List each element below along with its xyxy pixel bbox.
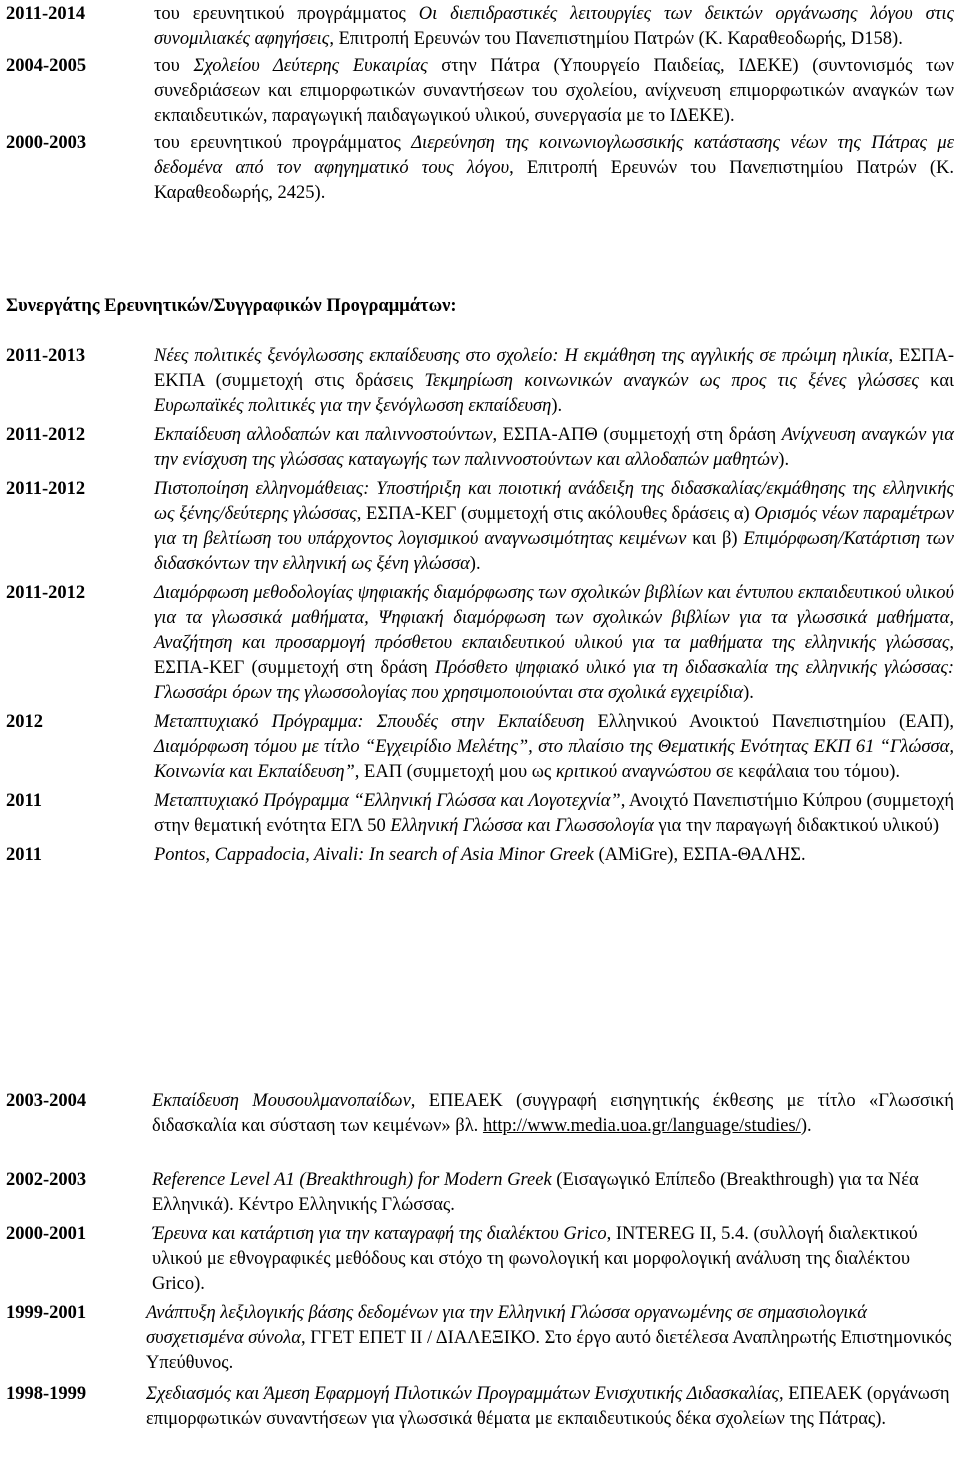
entry-row [6, 1301, 954, 1376]
entry-text: Μεταπτυχιακό Πρόγραμμα: Σπουδές στην Εκπαίδευση Ελληνικού Ανοικτού Πανεπιστημίου (ΕΑΠ), Διαμόρφωση τόμου με τίτλο “Εγχειρίδιο Μελέτης”, στο πλαίσιο της Θεματικής Ενότητας ΕΚΠ 61 “Γλώσσα, Κοινωνία και Εκπαίδευση”, ΕΑΠ (συμμετοχή μου ως κριτικού αναγνώστου σε κεφάλαια του τόμου). [154, 712, 954, 782]
entry-text: Μεταπτυχιακό Πρόγραμμα “Ελληνική Γλώσσα και Λογοτεχνία”, Ανοιχτό Πανεπιστήμιο Κύπρου (συμμετοχή στην θεματική ενότητα ΕΓΛ 50 Ελληνική Γλώσσα και Γλωσσολογία για την παραγωγή διδακτικού υλικού) [154, 791, 954, 836]
entry-years: 2011 [6, 845, 42, 865]
entry-years: 2011-2014 [6, 4, 86, 24]
entry-2000-2001 [6, 1222, 954, 1297]
entry-text: Νέες πολιτικές ξενόγλωσσης εκπαίδευσης στο σχολείο: Η εκμάθηση της αγγλικής σε πρώιμη ηλικία, ΕΣΠΑ-ΕΚΠΑ (συμμετοχή στις δράσεις Τεκμηρίωση κοινωνικών αναγκών ως προς τις ξένες γλώσσες και Ευρωπαϊκές πολιτικές για την ξενόγλωσση εκπαίδευση). [154, 346, 954, 416]
entry-years: 2004-2005 [6, 56, 87, 76]
entry-row [6, 1382, 954, 1432]
entry-text: Διαμόρφωση μεθοδολογίας ψηφιακής διαμόρφωσης των σχολικών βιβλίων και έντυπου εκπαιδευτικού υλικού για τα γλωσσικά μαθήματα, Ψηφιακή διαμόρφωση των σχολικών βιβλίων για τα γλωσσικά μαθήματα, Αναζήτηση και προσαρμογή πρόσθετου εκπαιδευτικού υλικού για τα μαθήματα της ελληνικής γλώσσας, ΕΣΠΑ-ΚΕΓ (συμμετοχή στη δράση Πρόσθετο ψηφιακό υλικό για τη διδασκαλία της ελληνικής γλώσσας: Γλωσσάρι όρων της γλωσσολογίας που χρησιμοποιούνται στα σχολικά εγχειρίδια). [154, 583, 954, 703]
entry-text: Πιστοποίηση ελληνομάθειας: Υποστήριξη και ποιοτική ανάδειξη της διδασκαλίας/εκμάθησης της ελληνικής ως ξένης/δεύτερης γλώσσας, ΕΣΠΑ-ΚΕΓ (συμμετοχή στις ακόλουθες δράσεις α) Ορισμός νέων παραμέτρων για τη βελτίωση του υπάρχοντος λογισμικού αναγνωσιμότητας κειμένων και β) Επιμόρφωση/Κατάρτιση των διδασκόντων την ελληνική ως ξένη γλώσσα). [154, 479, 955, 574]
entry-text: Εκπαίδευση αλλοδαπών και παλιννοστούντων, ΕΣΠΑ-ΑΠΘ (συμμετοχή στη δράση Ανίχνευση αναγκών για την ενίσχυση της γλώσσας καταγωγής των παλιννοστούντων και αλλοδαπών μαθητών). [154, 425, 954, 470]
entry-text: του Σχολείου Δεύτερης Ευκαιρίας στην Πάτρα (Υπουργείο Παιδείας, ΙΔΕΚΕ) (συντονισμός των συνεδριάσεων και επιμορφωτικών συναντήσεων του σχολείου, ανίχνευση επιμορφωτικών αναγκών των εκπαιδευτικών, παραγωγική παιδαγωγικού υλικού, συνεργασία με το ΙΔΕΚΕ). [154, 56, 954, 126]
entry-text: Σχεδιασμός και Άμεση Εφαρμογή Πιλοτικών Προγραμμάτων Ενισχυτικής Διδασκαλίας, ΕΠΕΑΕΚ (οργάνωση επιμορφωτικών συναντήσεων για γλωσσικά θέματα με εκπαιδευτικούς δέκα σχολείων της Πάτρας). [146, 1384, 950, 1429]
entry-2011-b [6, 843, 954, 868]
entry-row [6, 1168, 954, 1218]
entry-row [6, 1222, 954, 1297]
entry-text: του ερευνητικού προγράμματος Διερεύνηση της κοινωνιογλωσσικής κατάστασης νέων της Πάτρας με δεδομένα από τον αφηγηματικό τους λόγου, Επιτροπή Ερευνών του Πανεπιστημίου Πατρών (Κ. Καραθεοδωρής, 2425). [154, 133, 954, 203]
entry-1999-2001 [6, 1301, 954, 1376]
collaborator-entries [6, 344, 954, 872]
entry-2003-2004 [6, 1089, 954, 1139]
entry-2000-2003 [6, 131, 954, 206]
entry-2002-2003 [6, 1168, 954, 1218]
entry-1998-1999 [6, 1382, 954, 1432]
entry-row [6, 1089, 954, 1139]
entry-2011-2012-a [6, 423, 954, 473]
entry-2011-a [6, 789, 954, 839]
entry-text: Pontos, Cappadocia, Aivali: In search of Asia Minor Greek (AMiGre), ΕΣΠΑ-ΘΑΛΗΣ. [154, 845, 806, 865]
entry-2011-2014 [6, 2, 954, 52]
top-entries [6, 2, 954, 208]
entry-2004-2005 [6, 54, 954, 129]
entry-years: 2011-2013 [6, 346, 86, 366]
entry-years: 2011-2012 [6, 479, 86, 499]
entry-years: 1999-2001 [6, 1303, 87, 1323]
entry-text: του ερευνητικού προγράμματος Οι διεπιδραστικές λειτουργίες των δεικτών οργάνωσης λόγου στις συνομιλιακές αφηγήσεις, Επιτροπή Ερευνών του Πανεπιστημίου Πατρών (Κ. Καραθεοδωρής, D158). [154, 4, 954, 49]
entry-years: 2011-2012 [6, 583, 86, 603]
entry-2011-2012-c [6, 581, 954, 706]
entry-years: 2002-2003 [6, 1170, 87, 1190]
entry-years: 2011-2012 [6, 425, 86, 445]
entry-2011-2012-b [6, 477, 954, 577]
section-heading: Συνεργάτης Ερευνητικών/Συγγραφικών Προγραμμάτων: [6, 296, 457, 316]
entry-text: Έρευνα και κατάρτιση για την καταγραφή της διαλέκτου Grico, INTEREG II, 5.4. (συλλογή διαλεκτικού υλικού με εθνογραφικές μεθόδους και στόχο τη φωνολογική και μορφολογική ανάλυση της διαλέκτου Grico). [152, 1224, 918, 1294]
entry-text: Ανάπτυξη λεξιλογικής βάσης δεδομένων για την Ελληνική Γλώσσα οργανωμένης σε σημασιολογικά συσχετισμένα σύνολα, ΓΓΕΤ ΕΠΕΤ ΙΙ / ΔΙΑΛΕΞΙΚΟ. Στο έργο αυτό διετέλεσα Αναπληρωτής Επιστημονικός Υπεύθυνος. [146, 1303, 952, 1373]
entry-years: 2011 [6, 791, 42, 811]
entry-text: Reference Level A1 (Breakthrough) for Modern Greek (Εισαγωγικό Επίπεδο (Breakthrough) για τα Νέα Ελληνικά). Κέντρο Ελληνικής Γλώσσας. [152, 1170, 919, 1215]
entry-2011-2013 [6, 344, 954, 419]
entry-text: Εκπαίδευση Μουσουλμανοπαίδων, ΕΠΕΑΕΚ (συγγραφή εισηγητικής έκθεσης με τίτλο «Γλωσσική διδασκαλία και σύσταση των κειμένων» βλ. http://www.media.uoa.gr/language/studies/). [152, 1091, 954, 1136]
entry-years: 2003-2004 [6, 1091, 87, 1111]
entry-years: 2000-2003 [6, 133, 87, 153]
entry-years: 1998-1999 [6, 1384, 87, 1404]
studies-link[interactable]: http://www.media.uoa.gr/language/studies/ [482, 1116, 801, 1136]
entry-years: 2012 [6, 712, 43, 732]
entry-years: 2000-2001 [6, 1224, 87, 1244]
entry-2012 [6, 710, 954, 785]
